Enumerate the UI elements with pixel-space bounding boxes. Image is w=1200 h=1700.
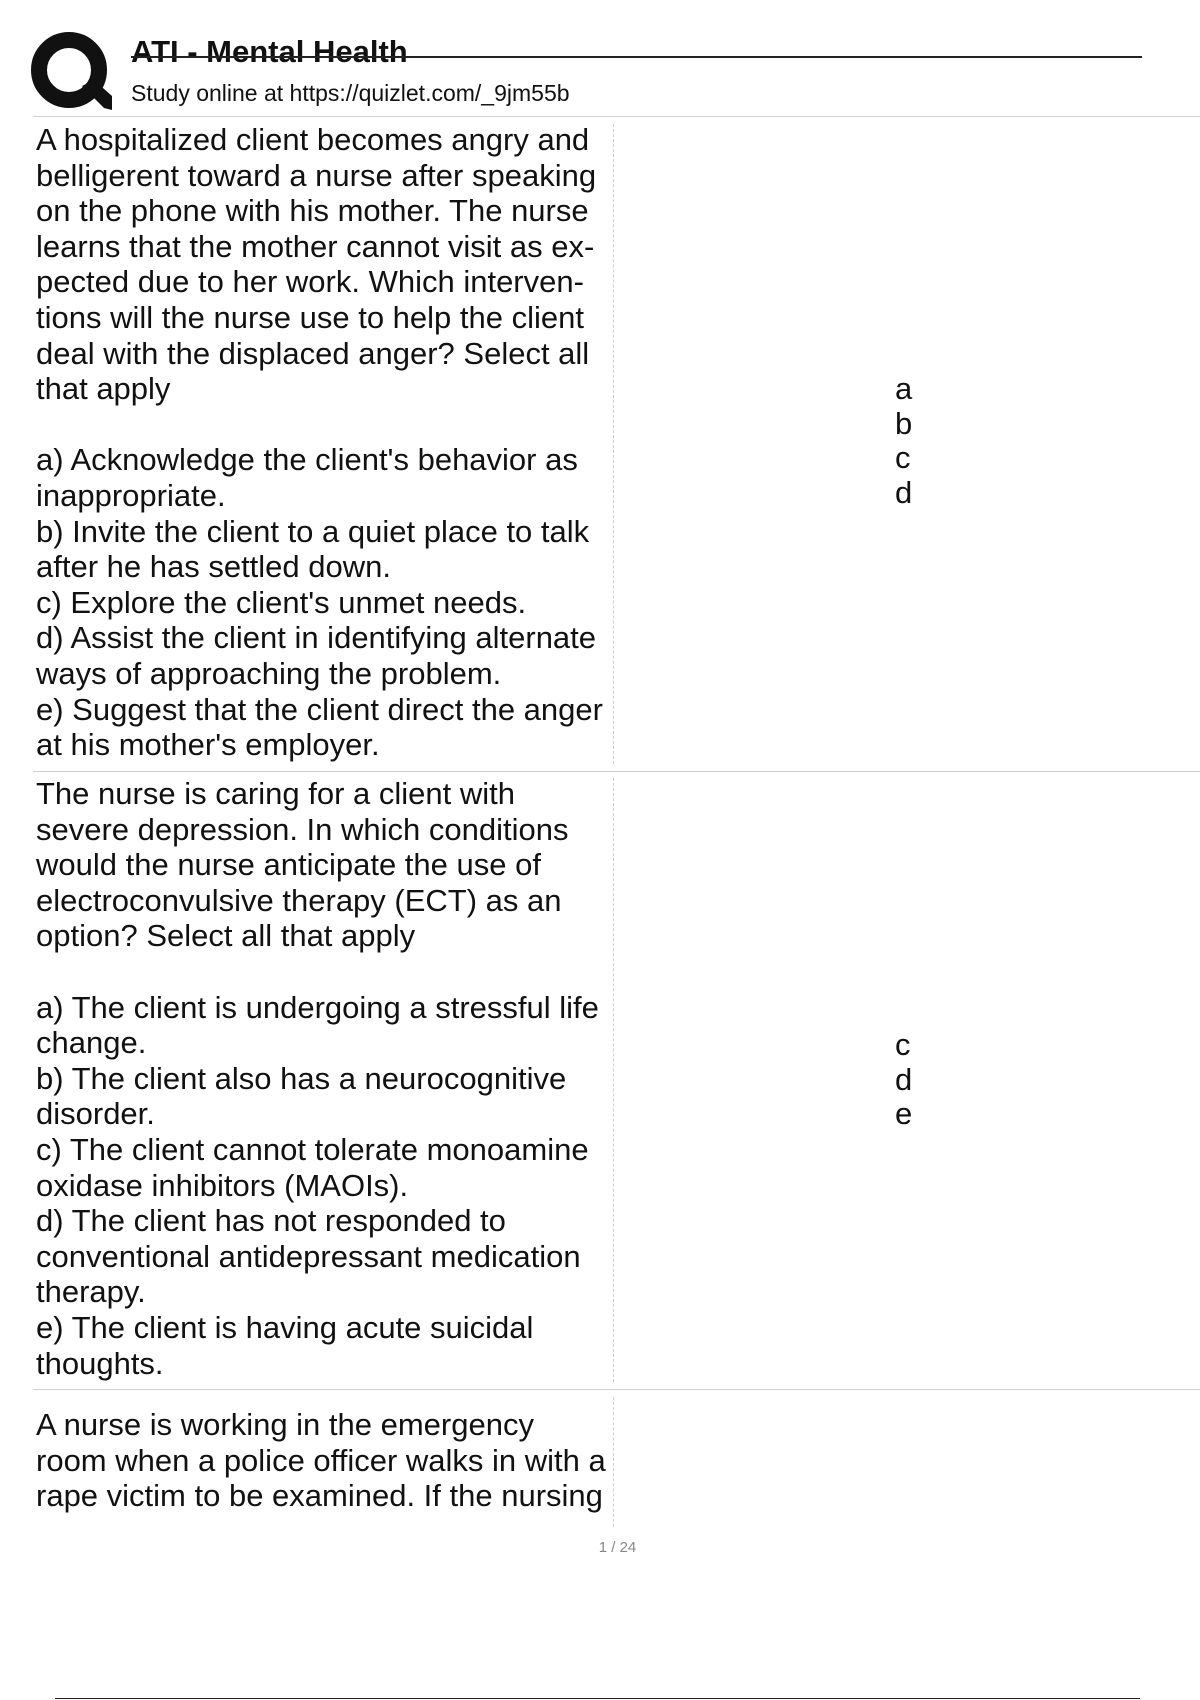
header-divider: [33, 116, 1200, 117]
page-indicator: 1 / 24: [598, 1539, 637, 1556]
question-text: The nurse is caring for a client with severe depression. In which conditions would the nurse anticipate the use of electroconvulsive therapy (ECT) as an option? Select all that apply a) The client is undergoing a stressful life change. b) The client also has a neurocognitive disorder. c) The client cannot tolerate monoamine oxidase inhibitors (MAOIs). d) The client has not responded to conventional antidepressant medication therapy. e) The client is having acute suicidal thoughts.: [36, 776, 599, 1381]
answer-text: a b c d: [895, 371, 913, 510]
card-divider: [33, 771, 1200, 772]
footer-divider: [55, 1698, 1140, 1699]
answer-text: c d e: [895, 1027, 913, 1131]
page-header: [0, 0, 1200, 118]
question-text: A nurse is working in the emergency room when a police officer walks in with a rape victim to be examined. If the nursing: [36, 1407, 606, 1514]
question-text: A hospitalized client becomes angry and belligerent toward a nurse after speaking on the phone with his mother. The nurse learns that the mother cannot visit as ex- pected due to her work. Which interven- tions will the nurse use to help the client deal with the displaced anger? Select all that apply a) Acknowledge the client's behavior as inappropriate. b) Invite the client to a quiet place to talk after he has settled down. c) Explore the client's unmet needs. d) Assist the client in identifying alternate ways of approaching the problem. e) Suggest that the client direct the anger at his mother's employer.: [36, 122, 603, 763]
document-title: ATI - Mental Health: [131, 34, 408, 69]
card-divider: [33, 1389, 1200, 1390]
title-divider: [131, 56, 1142, 58]
study-online-link[interactable]: Study online at https://quizlet.com/_9jm55b: [131, 80, 570, 106]
quizlet-logo-icon: [30, 30, 112, 112]
